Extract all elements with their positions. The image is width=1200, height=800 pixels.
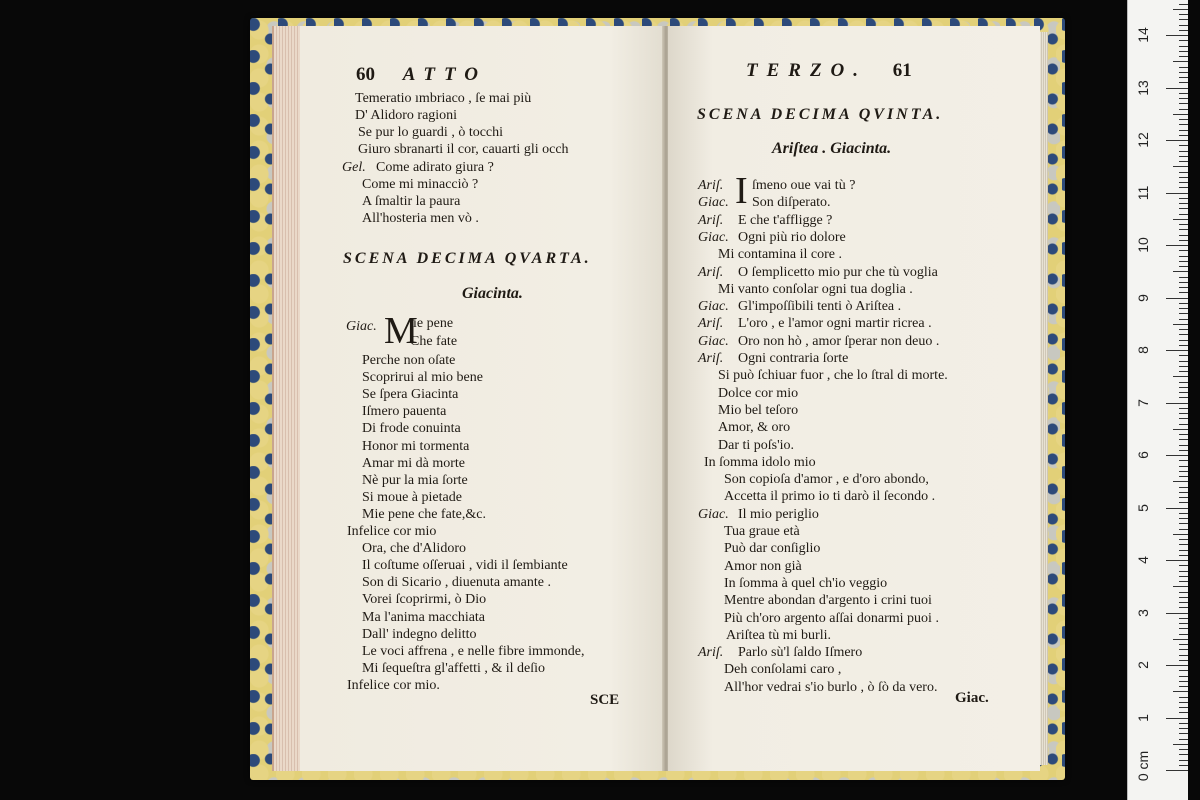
ruler-tick <box>1179 523 1188 524</box>
ruler-tick <box>1179 581 1188 582</box>
ruler-tick <box>1179 366 1188 367</box>
ruler-tick <box>1179 733 1188 734</box>
ruler-tick <box>1179 98 1188 99</box>
verse-line: Può dar conſiglio <box>724 541 821 557</box>
ruler-tick <box>1179 565 1188 566</box>
ruler-tick <box>1179 82 1188 83</box>
ruler-tick <box>1179 476 1188 477</box>
verse-line: Infelice cor mio <box>347 524 437 539</box>
speaker-label: Giac. <box>698 299 729 315</box>
ruler-tick <box>1179 529 1188 530</box>
verse-line: Son copioſa d'amor , e d'oro abondo, <box>724 472 929 488</box>
verse-line: Ogni più rio dolore <box>738 229 846 245</box>
verse-line: Dolce cor mio <box>718 385 799 401</box>
verse-line: Come mi minacciò ? <box>362 177 479 192</box>
verse-line: ſmeno oue vai tù ? <box>752 178 856 193</box>
ruler-tick <box>1179 544 1188 545</box>
ruler-tick <box>1179 308 1188 309</box>
verse-line: A ſmaltir la paura <box>362 194 461 209</box>
ruler-tick <box>1173 114 1188 115</box>
ruler-tick <box>1179 14 1188 15</box>
verse-line: Dall' indegno delitto <box>362 626 477 642</box>
verse-line: Mi contamina il core . <box>718 247 843 263</box>
ruler-tick <box>1166 403 1188 404</box>
scene-title: SCENA DECIMA QVARTA. <box>343 250 592 267</box>
verse-line: Tua graue età <box>724 524 800 539</box>
running-head-text: TERZO. <box>746 60 868 81</box>
ruler-tick <box>1179 712 1188 713</box>
ruler-tick <box>1166 560 1188 561</box>
verse-line: Vorei ſcoprirmi, ò Dio <box>362 592 487 608</box>
verse-line: Amor, & oro <box>718 420 791 436</box>
ruler-tick <box>1179 182 1188 183</box>
ruler-tick <box>1179 145 1188 146</box>
speaker-label: Giac. <box>698 506 729 522</box>
verse-line: ie pene <box>413 316 454 331</box>
ruler-tick <box>1179 460 1188 461</box>
speaker-label: Ariſ. <box>698 316 724 332</box>
ruler-number: 9 <box>1135 293 1151 302</box>
ruler-tick <box>1179 177 1188 178</box>
ruler-tick <box>1179 124 1188 125</box>
verse-line: Mi ſequeſtra gl'affetti , & il deſio <box>362 660 546 676</box>
verse-line: Ogni contraria ſorte <box>738 351 849 366</box>
measurement-ruler <box>1127 0 1188 800</box>
verse-line: Dar ti poſs'io. <box>718 437 795 453</box>
ruler-tick <box>1179 576 1188 577</box>
verse-line: Accetta il primo io ti darò il ſecondo . <box>724 489 936 505</box>
verse-line: Son di Sicario , diuenuta amante . <box>362 575 551 591</box>
ruler-tick <box>1179 760 1188 761</box>
ruler-tick <box>1173 376 1188 377</box>
ruler-tick <box>1173 691 1188 692</box>
speaker-label: Ariſ. <box>698 645 724 661</box>
ruler-tick <box>1179 172 1188 173</box>
ruler-tick <box>1173 9 1188 10</box>
ruler-number: 11 <box>1135 185 1151 200</box>
ruler-tick <box>1179 513 1188 514</box>
verse-line: Di frode conuinta <box>362 421 461 437</box>
verse-line: Infelice cor mio. <box>347 677 440 693</box>
ruler-tick <box>1179 655 1188 656</box>
ruler-tick <box>1179 203 1188 204</box>
ruler-tick <box>1179 728 1188 729</box>
scene-title: SCENA DECIMA QVINTA. <box>697 106 944 123</box>
ruler-tick <box>1179 19 1188 20</box>
verse-line: Scoprirui al mio bene <box>362 370 483 386</box>
verse-line: Si moue à pietade <box>362 489 462 505</box>
verse-line: All'hosteria men vò . <box>362 211 479 226</box>
ruler-number: 14 <box>1135 27 1151 43</box>
verse-line: Che fate <box>410 334 458 349</box>
ruler-tick <box>1179 46 1188 47</box>
ruler-tick <box>1166 508 1188 509</box>
ruler-tick <box>1166 455 1188 456</box>
ruler-number: 8 <box>1135 346 1151 354</box>
verse-line: In ſomma idolo mio <box>704 454 816 470</box>
speaker-label: Gel. <box>342 160 366 175</box>
ruler-tick <box>1179 387 1188 388</box>
verse-line: All'hor vedrai s'io burlo , ò ſò da vero. <box>724 679 938 695</box>
ruler-tick <box>1179 450 1188 451</box>
verse-line: Oro non hò , amor ſperar non deuo . <box>738 333 940 349</box>
verse-line: Il coſtume oſſeruai , vidi il ſembiante <box>362 558 568 574</box>
ruler-tick <box>1173 481 1188 482</box>
verse-line: Iſmero pauenta <box>362 404 447 420</box>
verse-line: Honor mi tormenta <box>362 438 470 454</box>
ruler-tick <box>1179 439 1188 440</box>
ruler-tick <box>1179 392 1188 393</box>
ruler-tick <box>1173 219 1188 220</box>
ruler-tick <box>1166 613 1188 614</box>
ruler-number: 7 <box>1135 398 1151 407</box>
ruler-tick <box>1166 193 1188 194</box>
ruler-tick <box>1179 161 1188 162</box>
ruler-tick <box>1173 61 1188 62</box>
verse-line: Amar mi dà morte <box>362 455 466 471</box>
ruler-number: 3 <box>1135 608 1151 617</box>
ruler-tick <box>1179 25 1188 26</box>
ruler-tick <box>1173 166 1188 167</box>
ruler-tick <box>1173 271 1188 272</box>
verse-line: Amor non già <box>724 558 802 574</box>
ruler-tick <box>1179 702 1188 703</box>
ruler-tick <box>1179 739 1188 740</box>
ruler-tick <box>1179 208 1188 209</box>
speaker-label: Giac. <box>698 333 729 349</box>
speaker-label: Giac. <box>698 195 729 211</box>
ruler-tick <box>1179 256 1188 257</box>
running-head-text: ATTO <box>402 64 487 85</box>
ruler-tick <box>1179 56 1188 57</box>
ruler-tick <box>1179 151 1188 152</box>
verse-line: Parlo sù'l ſaldo Iſmero <box>738 645 863 661</box>
verse-line: Mio bel teſoro <box>718 402 799 418</box>
verse-line: Si può ſchiuar fuor , che lo ſtral di morte. <box>718 368 948 384</box>
ruler-tick <box>1179 487 1188 488</box>
ruler-tick <box>1179 723 1188 724</box>
verse-line: Come adirato giura ? <box>376 160 494 175</box>
ruler-tick <box>1179 445 1188 446</box>
page-number: 61 <box>892 60 912 81</box>
ruler-tick <box>1179 319 1188 320</box>
ruler-tick <box>1179 287 1188 288</box>
ruler-tick <box>1179 355 1188 356</box>
character-list: Giacinta. <box>462 285 523 302</box>
ruler-tick <box>1179 266 1188 267</box>
ruler-tick <box>1179 555 1188 556</box>
ruler-tick <box>1179 707 1188 708</box>
ruler-tick <box>1179 329 1188 330</box>
ruler-number: 2 <box>1135 661 1151 669</box>
ruler-tick <box>1179 93 1188 94</box>
ruler-number: 1 <box>1135 713 1151 722</box>
ruler-tick <box>1179 660 1188 661</box>
ruler-tick <box>1179 4 1188 5</box>
ruler-tick <box>1179 571 1188 572</box>
ruler-tick <box>1179 634 1188 635</box>
verse-line: Ora, che d'Alidoro <box>362 541 466 557</box>
ruler-tick <box>1179 187 1188 188</box>
verse-line: Nè pur la mia ſorte <box>362 472 468 488</box>
ruler-tick <box>1179 277 1188 278</box>
ruler-tick <box>1179 261 1188 262</box>
ruler-tick <box>1179 224 1188 225</box>
right-page-edges <box>1040 32 1048 765</box>
drop-capital: M <box>384 310 418 352</box>
ruler-tick <box>1179 340 1188 341</box>
ruler-tick <box>1179 413 1188 414</box>
verse-line: In ſomma à quel ch'io veggio <box>724 575 888 591</box>
speaker-label: Giac. <box>698 229 729 245</box>
ruler-tick <box>1179 51 1188 52</box>
ruler-tick <box>1173 324 1188 325</box>
ruler-number: 5 <box>1135 503 1151 512</box>
ruler-tick <box>1179 40 1188 41</box>
ruler-number: 4 <box>1135 556 1151 564</box>
ruler-tick <box>1179 408 1188 409</box>
ruler-tick <box>1166 665 1188 666</box>
ruler-tick <box>1179 418 1188 419</box>
ruler-tick <box>1179 303 1188 304</box>
character-list: Ariſtea . Giacinta. <box>772 140 892 157</box>
ruler-tick <box>1179 754 1188 755</box>
ruler-tick <box>1179 130 1188 131</box>
ruler-tick <box>1179 156 1188 157</box>
ruler-tick <box>1179 597 1188 598</box>
ruler-tick <box>1179 235 1188 236</box>
ruler-tick <box>1166 770 1188 771</box>
ruler-tick <box>1179 539 1188 540</box>
ruler-tick <box>1179 30 1188 31</box>
speaker-label: Ariſ. <box>698 178 724 193</box>
ruler-tick <box>1179 602 1188 603</box>
ruler-tick <box>1179 424 1188 425</box>
verse-line: Gl'impoſſibili tenti ò Ariſtea . <box>738 299 902 315</box>
ruler-tick <box>1179 670 1188 671</box>
ruler-tick <box>1179 109 1188 110</box>
ruler-tick <box>1179 618 1188 619</box>
page-number: 60 <box>356 64 375 85</box>
verse-line: Perche non oſate <box>362 353 456 368</box>
ruler-tick <box>1179 198 1188 199</box>
drop-capital: I <box>735 170 748 212</box>
ruler-tick <box>1179 697 1188 698</box>
ruler-tick <box>1179 67 1188 68</box>
verse-line: Se ſpera Giacinta <box>362 387 459 403</box>
ruler-tick <box>1179 628 1188 629</box>
speaker-label: Giac. <box>346 319 377 334</box>
ruler-tick <box>1179 334 1188 335</box>
ruler-tick <box>1179 103 1188 104</box>
verse-line: L'oro , e l'amor ogni martir ricrea . <box>738 316 932 332</box>
verse-line: D' Alidoro ragioni <box>355 108 458 123</box>
running-head-right <box>746 62 912 79</box>
ruler-tick <box>1179 229 1188 230</box>
ruler-tick <box>1179 282 1188 283</box>
verse-line: Mi vanto conſolar ogni tua doglia . <box>718 281 913 297</box>
catchword: SCE <box>590 692 620 708</box>
ruler-number: 10 <box>1135 237 1151 253</box>
ruler-tick <box>1179 119 1188 120</box>
ruler-tick <box>1179 240 1188 241</box>
ruler-tick <box>1179 471 1188 472</box>
ruler-tick <box>1166 245 1188 246</box>
ruler-tick <box>1166 718 1188 719</box>
verse-line: Se pur lo guardi , ò tocchi <box>358 125 504 140</box>
ruler-tick <box>1166 35 1188 36</box>
speaker-label: Ariſ. <box>698 351 724 366</box>
ruler-tick <box>1179 681 1188 682</box>
ruler-tick <box>1179 77 1188 78</box>
ruler-tick <box>1179 592 1188 593</box>
ruler-tick <box>1179 644 1188 645</box>
ruler-tick <box>1179 466 1188 467</box>
ruler-number: 12 <box>1135 132 1151 148</box>
ruler-tick <box>1179 371 1188 372</box>
ruler-tick <box>1166 88 1188 89</box>
verse-line: Ariſtea tù mi burli. <box>726 627 831 643</box>
verse-line: Mentre abondan d'argento i crini tuoi <box>724 593 932 609</box>
ruler-tick <box>1179 382 1188 383</box>
ruler-tick <box>1179 313 1188 314</box>
ruler-tick <box>1179 749 1188 750</box>
ruler-tick <box>1166 140 1188 141</box>
ruler-tick <box>1179 765 1188 766</box>
ruler-tick <box>1179 518 1188 519</box>
ruler-tick <box>1179 250 1188 251</box>
ruler-tick <box>1179 550 1188 551</box>
verse-line: Mie pene che fate,&c. <box>362 506 486 522</box>
ruler-tick <box>1166 298 1188 299</box>
ruler-tick <box>1173 429 1188 430</box>
ruler-tick <box>1179 686 1188 687</box>
ruler-tick <box>1179 361 1188 362</box>
ruler-tick <box>1179 502 1188 503</box>
verse-line: Giuro sbranarti il cor, cauarti gli occh <box>358 142 569 157</box>
ruler-label: 0 cm <box>1135 750 1151 782</box>
ruler-tick <box>1179 676 1188 677</box>
ruler-tick <box>1179 649 1188 650</box>
ruler-tick <box>1179 72 1188 73</box>
verse-line: Più ch'oro argento aſſai donarmi puoi . <box>724 610 939 626</box>
ruler-tick <box>1179 135 1188 136</box>
ruler-tick <box>1173 586 1188 587</box>
ruler-number: 13 <box>1135 79 1151 96</box>
speaker-label: Ariſ. <box>698 212 724 228</box>
ruler-tick <box>1179 623 1188 624</box>
verse-line: Deh conſolami caro , <box>724 662 842 678</box>
ruler-tick <box>1173 744 1188 745</box>
ruler-tick <box>1179 292 1188 293</box>
verse-line: Temeratio ımbriaco , ſe mai più <box>355 91 532 106</box>
ruler-tick <box>1179 434 1188 435</box>
running-head-left <box>356 66 487 83</box>
verse-line: Ma l'anima macchiata <box>362 609 486 625</box>
verse-line: Son diſperato. <box>752 195 831 211</box>
verse-line: Il mio periglio <box>738 506 819 522</box>
ruler-number: 6 <box>1135 451 1151 459</box>
ruler-tick <box>1179 492 1188 493</box>
ruler-tick <box>1173 639 1188 640</box>
catchword: Giac. <box>955 690 989 706</box>
verse-line: O ſemplicetto mio pur che tù voglia <box>738 264 938 280</box>
ruler-tick <box>1173 534 1188 535</box>
verse-line: E che t'affligge ? <box>738 212 833 228</box>
ruler-tick <box>1166 350 1188 351</box>
ruler-tick <box>1179 607 1188 608</box>
ruler-tick <box>1179 214 1188 215</box>
speaker-label: Ariſ. <box>698 264 724 280</box>
ruler-tick <box>1179 497 1188 498</box>
ruler-tick <box>1179 397 1188 398</box>
ruler-tick <box>1179 345 1188 346</box>
verse-line: Le voci affrena , e nelle fibre immonde, <box>362 643 585 659</box>
